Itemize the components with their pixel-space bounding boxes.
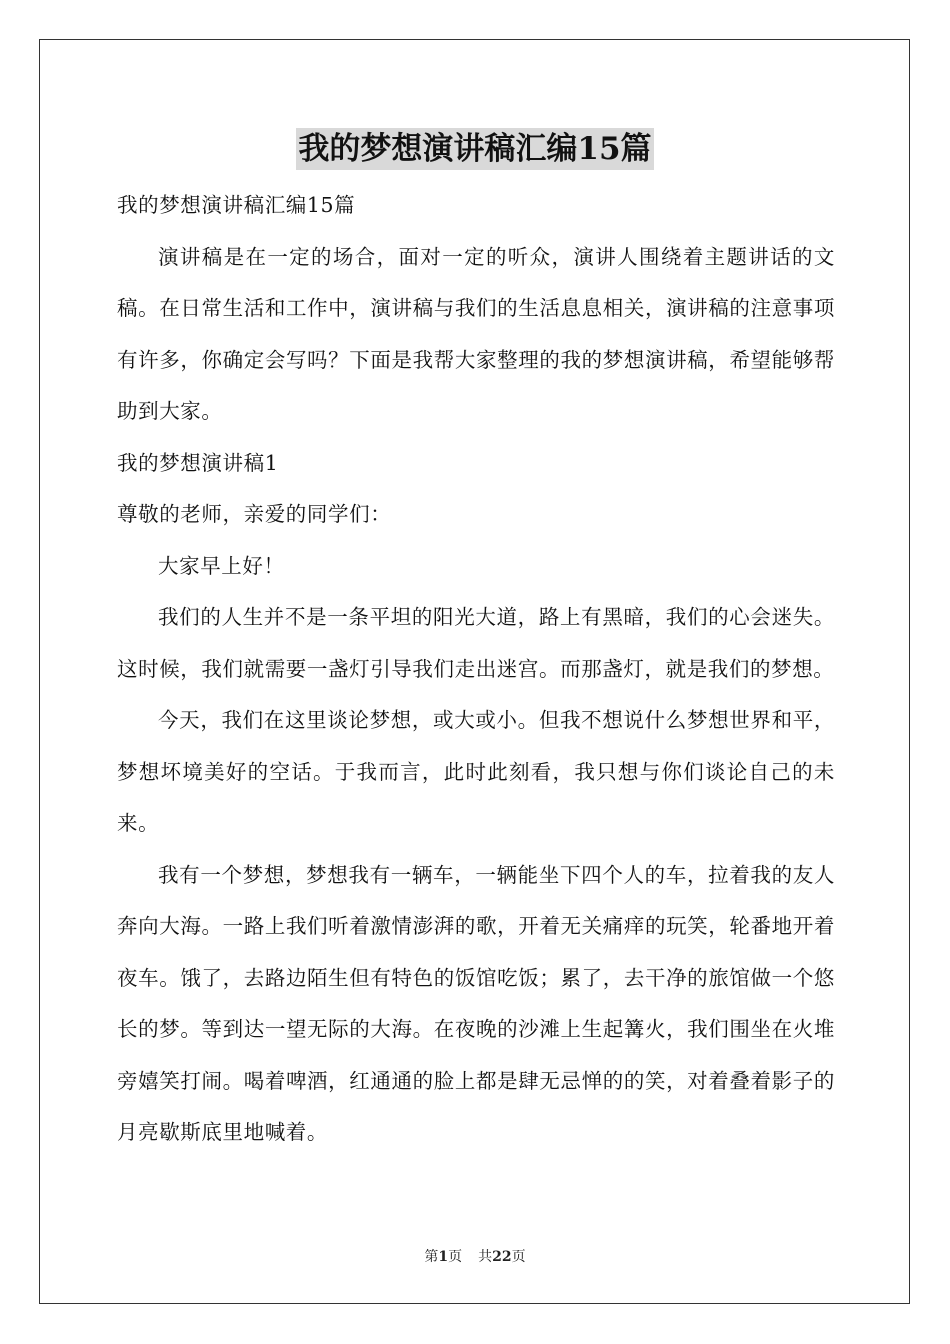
title-container	[0, 128, 950, 170]
body-paragraph: 我们的人生并不是一条平坦的阳光大道，路上有黑暗，我们的心会迷失。这时候，我们就需要一盏灯引导我们走出迷宫。而那盏灯，就是我们的梦想。	[117, 605, 835, 681]
body-paragraph: 我有一个梦想，梦想我有一辆车，一辆能坐下四个人的车，拉着我的友人奔向大海。一路上我们听着激情澎湃的歌，开着无关痛痒的玩笑，轮番地开着夜车。饿了，去路边陌生但有特色的饭馆吃饭；累了，去干净的旅馆做一个悠长的梦。等到达一望无际的大海。在夜晚的沙滩上生起篝火，我们围坐在火堆旁嬉笑打闹。喝着啤酒，红通通的脸上都是肆无忌惮的的笑，对着叠着影子的月亮歇斯底里地喊着。	[117, 862, 835, 1144]
salutation: 尊敬的老师，亲爱的同学们：	[117, 502, 392, 526]
page-footer	[0, 1246, 950, 1266]
total-prefix: 共	[478, 1249, 493, 1265]
intro-paragraph: 演讲稿是在一定的场合，面对一定的听众，演讲人围绕着主题讲话的文稿。在日常生活和工作中，演讲稿与我们的生活息息相关，演讲稿的注意事项有许多，你确定会写吗？下面是我帮大家整理的我的梦想演讲稿，希望能够帮助到大家。	[117, 244, 835, 423]
document-title: 我的梦想演讲稿汇编15篇	[296, 128, 653, 170]
page-suffix: 页	[448, 1249, 463, 1265]
subtitle-line: 我的梦想演讲稿汇编15篇	[117, 193, 356, 217]
page-prefix: 第	[424, 1249, 439, 1265]
greeting: 大家早上好！	[158, 553, 285, 578]
total-pages: 22	[492, 1249, 512, 1265]
section-heading: 我的梦想演讲稿1	[117, 450, 279, 475]
body-paragraph: 今天，我们在这里谈论梦想，或大或小。但我不想说什么梦想世界和平，梦想坏境美好的空话。于我而言，此时此刻看，我只想与你们谈论自己的未来。	[117, 708, 835, 835]
document-body	[117, 180, 835, 1159]
total-suffix: 页	[511, 1249, 526, 1265]
page-number: 1	[438, 1249, 449, 1265]
